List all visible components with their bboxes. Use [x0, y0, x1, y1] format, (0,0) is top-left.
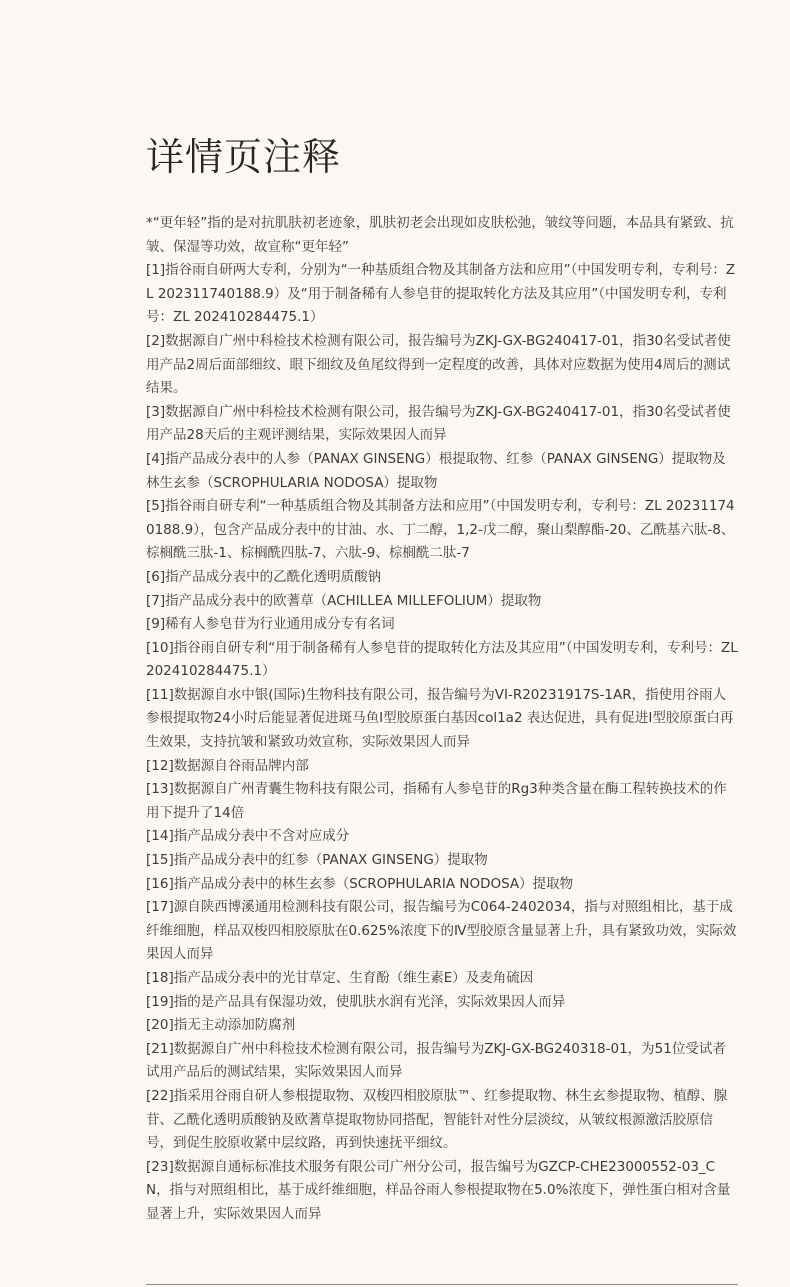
footnote-item: [21]数据源自广州中科检技术检测有限公司，报告编号为ZKJ-GX-BG240318-01，为51位受试者试用产品后的测试结果，实际效果因人而异	[146, 1040, 726, 1081]
footnote-item: [22]指采用谷雨自研人参根提取物、双梭四相胶原肽™、红参提取物、林生玄参提取物、植醇、腺苷、乙酰化透明质酸钠及欧蓍草提取物协同搭配，智能针对性分层淡纹，从皱纹根源激活胶原信号，到促生胶原收紧中层纹路，再到快速抚平细纹。	[146, 1087, 728, 1152]
footnote-item: [13]数据源自广州青囊生物科技有限公司，指稀有人参皂苷的Rg3种类含量在酶工程转换技术的作用下提升了14倍	[146, 781, 727, 821]
footnote-item: [18]指产品成分表中的光甘草定、生育酚（维生素E）及麦角硫因	[146, 970, 534, 986]
footnote-item: *“更年轻”指的是对抗肌肤初老迹象，肌肤初老会出现如皮肤松弛，皱纹等问题，本品具有紧致、抗皱、保湿等功效，故宣称“更年轻”	[146, 215, 734, 255]
footnote-item: [12]数据源自谷雨品牌内部	[146, 757, 309, 774]
footnote-item: [10]指谷雨自研专利“用于制备稀有人参皂苷的提取转化方法及其应用”（中国发明专利，专利号：ZL 202410284475.1）	[146, 639, 738, 680]
footnote-item: [4]指产品成分表中的人参（PANAX GINSENG）根提取物、红参（PANAX GINSENG）提取物及林生玄参（SCROPHULARIA NODOSA）提取物	[146, 450, 726, 491]
footnote-item: [16]指产品成分表中的林生玄参（SCROPHULARIA NODOSA）提取物	[146, 875, 574, 892]
footnote-item: [17]源自陕西博溪通用检测科技有限公司，报告编号为C064-2402034，指与对照组相比，基于成纤维细胞，样品双梭四相胶原肽在0.625%浓度下的Ⅳ型胶原含量显著上升，具有紧致功效，实际效果因人而异	[146, 899, 737, 963]
footnote-item: [6]指产品成分表中的乙酰化透明质酸钠	[146, 568, 382, 585]
footnote-item: [9]稀有人参皂苷为行业通用成分专有名词	[146, 616, 395, 633]
page-title: 详情页注释	[146, 135, 342, 179]
footnote-item: [1]指谷雨自研两大专利，分别为“一种基质组合物及其制备方法和应用”（中国发明专利，专利号：ZL 202311740188.9）及“用于制备稀有人参皂苷的提取转化方法及其应用”（中国发明专利，专利号：ZL 202410284475.1）	[146, 262, 736, 326]
footnote-item: [20]指无主动添加防腐剂	[146, 1017, 296, 1034]
footnote-item: [2]数据源自广州中科检技术检测有限公司，报告编号为ZKJ-GX-BG240417-01，指30名受试者使用产品2周后面部细纹、眼下细纹及鱼尾纹得到一定程度的改善，具体对应数据为使用4周后的测试结果。	[146, 332, 731, 397]
divider	[146, 1284, 738, 1285]
footnote-item: [15]指产品成分表中的红参（PANAX GINSENG）提取物	[146, 852, 488, 869]
footnote-item: [7]指产品成分表中的欧蓍草（ACHILLEA MILLEFOLIUM）提取物	[146, 592, 542, 609]
footnote-item: [3]数据源自广州中科检技术检测有限公司，报告编号为ZKJ-GX-BG240417-01，指30名受试者使用产品28天后的主观评测结果，实际效果因人而异	[146, 403, 731, 444]
annotation-list	[146, 212, 738, 1227]
footnote-item: [5]指谷雨自研专利“一种基质组合物及其制备方法和应用”（中国发明专利，专利号：ZL 202311740188.9），包含产品成分表中的甘油、水、丁二醇，1,2-戊二醇，聚山梨醇酯-20、乙酰基六肽-8、棕榈酰三肽-1、棕榈酰四肽-7、六肽-9、棕榈酰二肽-7	[146, 498, 735, 562]
footnote-item: [14]指产品成分表中不含对应成分	[146, 828, 350, 845]
footnote-item: [11]数据源自水中银(国际)生物科技有限公司，报告编号为VI-R20231917S-1AR，指使用谷雨人参根提取物24小时后能显著促进斑马鱼Ⅰ型胶原蛋白基因col1a2 表达促进，具有促进I型胶原蛋白再生效果，支持抗皱和紧致功效宣称，实际效果因人而异	[146, 686, 734, 751]
footnote-item: [19]指的是产品具有保湿功效，使肌肤水润有光泽，实际效果因人而异	[146, 993, 566, 1010]
footnote-item: [23]数据源自通标标准技术服务有限公司广州分公司，报告编号为GZCP-CHE23000552-03_CN，指与对照组相比，基于成纤维细胞，样品谷雨人参根提取物在5.0%浓度下，弹性蛋白相对含量显著上升，实际效果因人而异	[146, 1158, 731, 1222]
